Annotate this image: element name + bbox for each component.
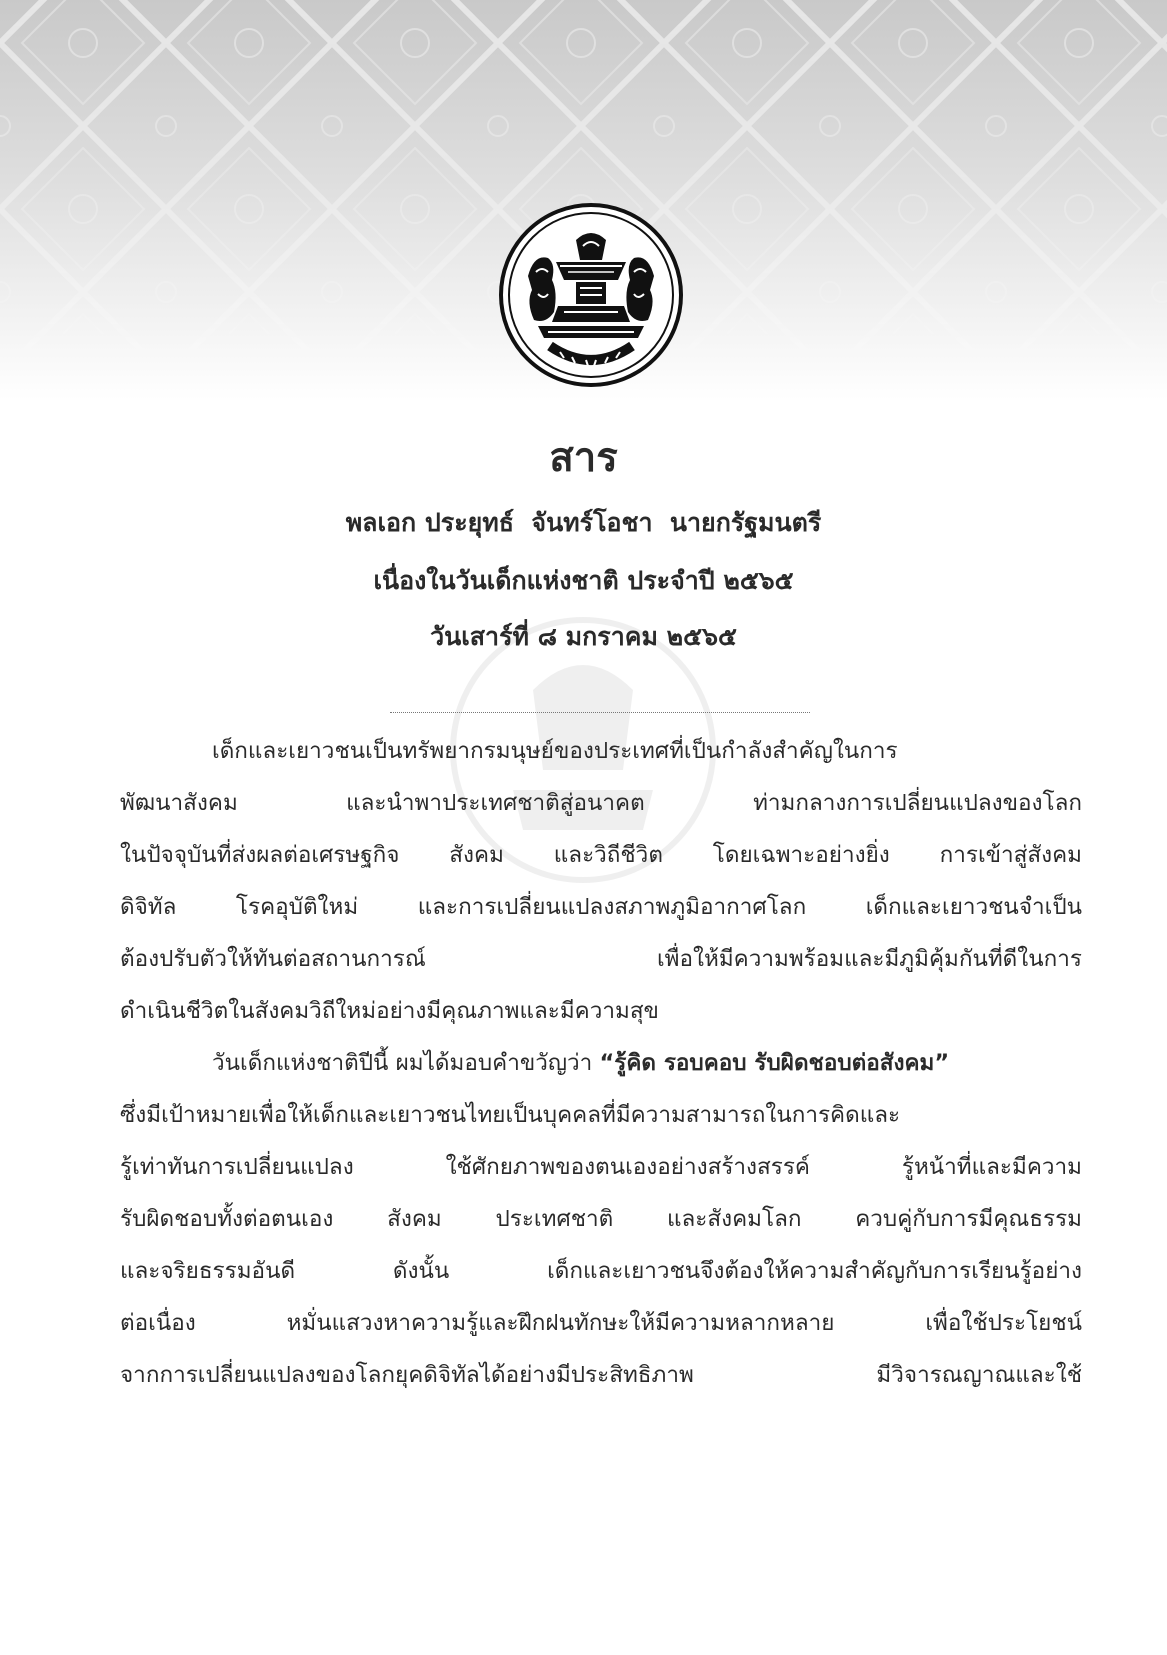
paragraph-line: ดำเนินชีวิตในสังคมวิถีใหม่อย่างมีคุณภาพและมีความสุข — [120, 998, 659, 1024]
paragraph-line: ต่อเนื่อง หมั่นแสวงหาความรู้และฝึกฝนทักษะให้มีความหลากหลาย เพื่อใช้ประโยชน์ — [120, 1310, 1082, 1336]
paragraph-line: ในปัจจุบันที่ส่งผลต่อเศรษฐกิจ สังคม และวิถีชีวิต โดยเฉพาะอย่างยิ่ง การเข้าสู่สังคม — [120, 842, 1082, 868]
paragraph-line: เด็กและเยาวชนเป็นทรัพยากรมนุษย์ของประเทศที่เป็นกำลังสำคัญในการ — [212, 738, 898, 764]
paragraph-line: รู้เท่าทันการเปลี่ยนแปลง ใช้ศักยภาพของตนเองอย่างสร้างสรรค์ รู้หน้าที่และมีความ — [120, 1154, 1082, 1180]
paragraph-line — [120, 1037, 1082, 1089]
page-title: สาร — [549, 435, 618, 481]
author-line: พลเอก ประยุทธ์ จันทร์โอชา นายกรัฐมนตรี — [345, 508, 822, 537]
paragraph-line: พัฒนาสังคม และนำพาประเทศชาติสู่อนาคต ท่ามกลางการเปลี่ยนแปลงของโลก — [120, 790, 1082, 816]
paragraph-1 — [120, 725, 1082, 1037]
dotted-divider — [390, 712, 810, 713]
government-seal-icon — [498, 202, 684, 388]
motto-text: “รู้คิด รอบคอบ รับผิดชอบต่อสังคม” — [599, 1050, 950, 1076]
paragraph-line: ดิจิทัล โรคอุบัติใหม่ และการเปลี่ยนแปลงสภาพภูมิอากาศโลก เด็กและเยาวชนจำเป็น — [120, 894, 1082, 920]
paragraph-line: ซึ่งมีเป้าหมายเพื่อให้เด็กและเยาวชนไทยเป็นบุคคลที่มีความสามารถในการคิดและ — [120, 1102, 901, 1128]
paragraph-line: จากการเปลี่ยนแปลงของโลกยุคดิจิทัลได้อย่างมีประสิทธิภาพ มีวิจารณญาณและใช้ — [120, 1362, 1082, 1388]
government-seal — [498, 202, 684, 388]
date-line: วันเสาร์ที่ ๘ มกราคม ๒๕๖๕ — [430, 622, 737, 651]
paragraph-line: รับผิดชอบทั้งต่อตนเอง สังคม ประเทศชาติ และสังคมโลก ควบคู่กับการมีคุณธรรม — [120, 1206, 1082, 1232]
paragraph-2 — [120, 1037, 1082, 1401]
paragraph-line: และจริยธรรมอันดี ดังนั้น เด็กและเยาวชนจึงต้องให้ความสำคัญกับการเรียนรู้อย่าง — [120, 1258, 1082, 1284]
occasion-line: เนื่องในวันเด็กแห่งชาติ ประจำปี ๒๕๖๕ — [373, 566, 794, 595]
paragraph-intro: วันเด็กแห่งชาติปีนี้ ผมได้มอบคำขวัญว่า — [212, 1050, 600, 1076]
paragraph-line: ต้องปรับตัวให้ทันต่อสถานการณ์ เพื่อให้มีความพร้อมและมีภูมิคุ้มกันที่ดีในการ — [120, 946, 1082, 972]
